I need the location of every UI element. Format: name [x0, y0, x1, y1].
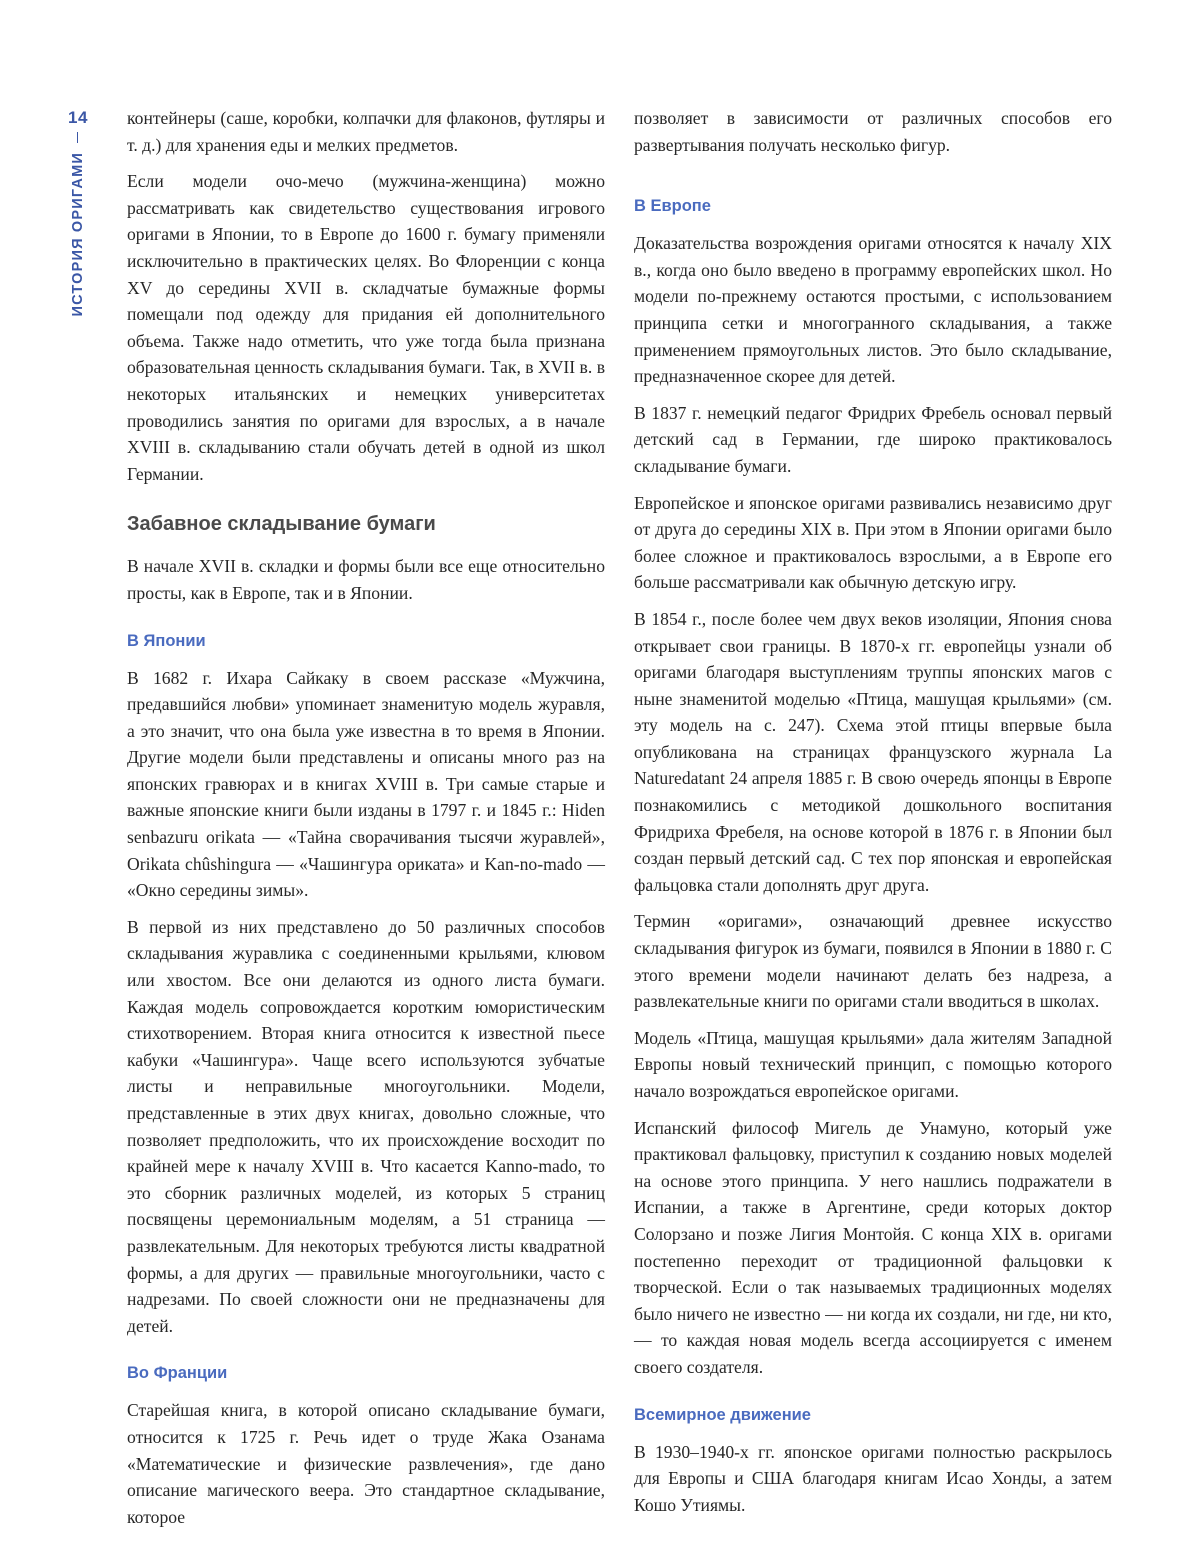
paragraph: Испанский философ Мигель де Унамуно, который уже практиковал фальцовку, приступил к созданию новых моделей на основе этого принципа. У него нашлись подражатели в Испании, а также в Аргентине, среди которых доктор Солорзано и позже Лигия Монтойя. С конца XIX в. оригами постепенно переходит от традиционной фальцовки к творческой. Если о так называемых традиционных моделях было ничего не известно — ни когда их создали, ни где, ни кто, — то каждая новая модель всегда ассоциируется с именем своего создателя.: [634, 1117, 1112, 1377]
paragraph: контейнеры (саше, коробки, колпачки для флаконов, футляры и т. д.) для хранения еды и мелких предметов.: [127, 108, 605, 155]
subheading-japan: В Японии: [127, 631, 206, 650]
paragraph: В 1682 г. Ихара Сайкаку в своем рассказе «Мужчина, предавшийся любви» упоминает знаменитую модель журавля, а это значит, что она была уже известна в то время в Японии. Другие модели были представлены и описаны много раз на японских гравюрах и в книгах XVIII в. Три самые старые и важные японские книги были изданы в 1797 г. и 1845 г.: Hiden senbazuru orikata — «Тайна сворачивания тысячи журавлей», Orikata chûshingura — «Чашингура ориката» и Kan-no-mado — «Окно середины зимы».: [127, 667, 605, 901]
right-column: [634, 105, 1112, 1528]
paragraph: В 1930–1940-х гг. японское оригами полностью раскрылось для Европы и США благодаря книгам Исао Хонды, а затем Кошо Утиямы.: [634, 1441, 1112, 1515]
paragraph: Если модели очо-мечо (мужчина-женщина) можно рассматривать как свидетельство существования игрового оригами в Японии, то в Европе до 1600 г. бумагу применяли исключительно в практических целях. Во Флоренции с конца XV до середины XVII в. складчатые бумажные формы помещали под одежду для придания ей дополнительного объема. Также надо отметить, что уже тогда была признана образовательная ценность складывания бумаги. Так, в XVII в. в некоторых итальянских и немецких университетах проводились занятия по оригами для взрослых, а в начале XVIII в. складыванию стали обучать детей в одной из школ Германии.: [127, 171, 605, 484]
paragraph: В 1837 г. немецкий педагог Фридрих Фребель основал первый детский сад в Германии, где широко практиковалось складывание бумаги.: [634, 402, 1112, 476]
paragraph: В 1854 г., после более чем двух веков изоляции, Япония снова открывает свои границы. В 1870-х гг. европейцы узнали об оригами благодаря выступлениям труппы японских магов с ныне знаменитой моделью «Птица, машущая крыльями» (см. эту модель на с. 247). Схема этой птицы впервые была опубликована на страницах французского журнала La Naturedatant 24 апреля 1885 г. В свою очередь японцы в Европе познакомились с методикой дошкольного воспитания Фридриха Фребеля, на основе которой в 1876 г. в Японии был создан первый детский сад. С тех пор японская и европейская фальцовка стали дополнять друг друга.: [634, 608, 1112, 895]
paragraph: Термин «оригами», означающий древнее искусство складывания фигурок из бумаги, появился в Японии в 1880 г. С этого времени модели начинают делать без надреза, а развлекательные книги по оригами стали вводиться в школах.: [634, 911, 1112, 1012]
left-column: [127, 105, 605, 1540]
page-sidebar: [58, 108, 98, 333]
subheading-world: Всемирное движение: [634, 1405, 811, 1424]
page-number: 14: [68, 108, 88, 127]
paragraph: Модель «Птица, машущая крыльями» дала жителям Западной Европы новый технический принцип, с помощью которого начало возрождаться европейское оригами.: [634, 1027, 1112, 1101]
paragraph: Старейшая книга, в которой описано складывание бумаги, относится к 1725 г. Речь идет о труде Жака Озанама «Математические и физические развлечения», где дано описание магического веера. Это стандартное складывание, которое: [127, 1400, 605, 1527]
running-title: ИСТОРИЯ ОРИГАМИ: [70, 152, 86, 317]
section-heading: Забавное складывание бумаги: [127, 513, 436, 536]
paragraph: В начале XVII в. складки и формы были все еще относительно просты, как в Европе, так и в Японии.: [127, 556, 605, 603]
paragraph: Европейское и японское оригами развивались независимо друг от друга до середины XIX в. При этом в Японии оригами было более сложное и практиковалось взрослыми, а в Европе его больше рассматривали как обычную детскую игру.: [634, 492, 1112, 593]
paragraph: В первой из них представлено до 50 различных способов складывания журавлика с соединенными крыльями, клювом или хвостом. Все они делаются из одного листа бумаги. Каждая модель сопровождается коротким юмористическим стихотворением. Вторая книга относится к известной пьесе кабуки «Чашингура». Чаще всего используются зубчатые листы и неправильные многоугольники. Модели, представленные в этих двух книгах, довольно сложные, что позволяет предположить, что их происхождение восходит по крайней мере к началу XVIII в. Что касается Kanno-mado, то это сборник различных моделей, из которых 5 страниц посвящены церемониальным моделям, а 51 страница — развлекательным. Для некоторых требуются листы квадратной формы, а для других — правильные многоугольники, часто с надрезами. По своей сложности они не предназначены для детей.: [127, 916, 605, 1336]
paragraph: Доказательства возрождения оригами относятся к началу XIX в., когда оно было введено в программу европейских школ. Но модели по-прежнему остаются простыми, с использованием принципа сетки и многогранного складывания, а также применением прямоугольных листов. Это было складывание, предназначенное скорее для детей.: [634, 233, 1112, 387]
subheading-france: Во Франции: [127, 1364, 228, 1383]
subheading-europe: В Европе: [634, 197, 711, 216]
paragraph: позволяет в зависимости от различных способов его развертывания получать несколько фигур.: [634, 108, 1112, 155]
sidebar-divider: [77, 132, 78, 143]
